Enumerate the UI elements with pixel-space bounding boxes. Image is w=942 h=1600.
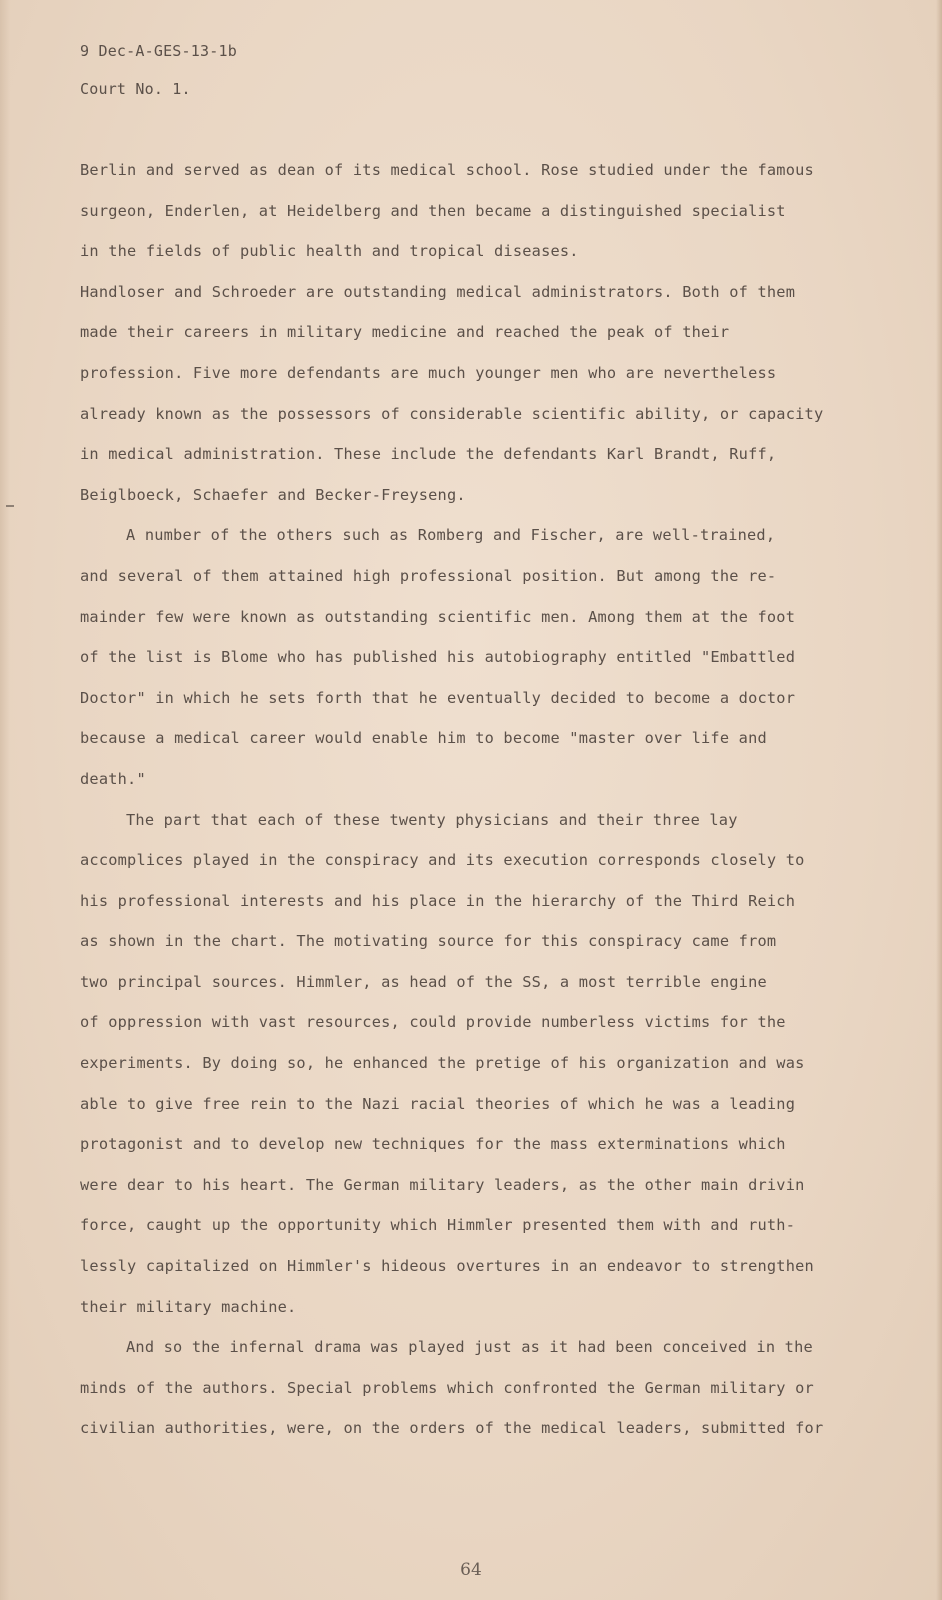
text-line: minds of the authors. Special problems which confronted the German military or — [80, 1378, 814, 1397]
text-line: Handloser and Schroeder are outstanding medical administrators. Both of them — [80, 282, 796, 301]
text-line: accomplices played in the conspiracy and its execution corresponds closely to — [80, 851, 805, 870]
text-line: experiments. By doing so, he enhanced the pretige of his organization and was — [80, 1054, 805, 1073]
text-line: A number of the others such as Romberg and Fischer, are well-trained, — [126, 526, 776, 545]
text-line: lessly capitalized on Himmler's hideous overtures in an endeavor to strengthen — [80, 1257, 814, 1276]
margin-tick-mark — [6, 505, 14, 507]
court-label: Court No. 1. — [80, 80, 191, 98]
text-line: already known as the possessors of considerable scientific ability, or capacity — [80, 404, 824, 423]
text-line: Doctor" in which he sets forth that he eventually decided to become a doctor — [80, 688, 796, 707]
body-text — [80, 150, 880, 1449]
text-line: The part that each of these twenty physicians and their three lay — [126, 810, 738, 829]
text-line: civilian authorities, were, on the orders of the medical leaders, submitted for — [80, 1419, 824, 1438]
text-line: Berlin and served as dean of its medical school. Rose studied under the famous — [80, 161, 814, 179]
text-line: his professional interests and his place in the hierarchy of the Third Reich — [80, 891, 796, 910]
text-line: of the list is Blome who has published his autobiography entitled "Embattled — [80, 648, 796, 667]
text-line: Beiglboeck, Schaefer and Becker-Freyseng. — [80, 485, 466, 504]
text-line: death." — [80, 769, 146, 788]
text-line: able to give free rein to the Nazi racial theories of which he was a leading — [80, 1094, 796, 1113]
text-line: profession. Five more defendants are much younger men who are nevertheless — [80, 363, 777, 382]
text-line: in medical administration. These include the defendants Karl Brandt, Ruff, — [80, 445, 777, 464]
page-number: 64 — [460, 1560, 482, 1580]
text-line: force, caught up the opportunity which Himmler presented them with and ruth- — [80, 1216, 796, 1235]
text-line: because a medical career would enable him to become "master over life and — [80, 729, 767, 748]
text-line: were dear to his heart. The German military leaders, as the other main drivin — [80, 1175, 805, 1194]
text-line: protagonist and to develop new techniques for the mass exterminations which — [80, 1135, 786, 1154]
text-line: in the fields of public health and tropical diseases. — [80, 242, 579, 261]
text-line: mainder few were known as outstanding scientific men. Among them at the foot — [80, 607, 796, 626]
document-header — [80, 32, 237, 108]
document-id: 9 Dec-A-GES-13-1b — [80, 42, 237, 60]
text-line: as shown in the chart. The motivating source for this conspiracy came from — [80, 932, 777, 951]
text-line: surgeon, Enderlen, at Heidelberg and then became a distinguished specialist — [80, 201, 786, 220]
text-line: And so the infernal drama was played just as it had been conceived in the — [126, 1338, 813, 1357]
text-line: and several of them attained high professional position. But among the re- — [80, 566, 777, 585]
text-line: their military machine. — [80, 1297, 297, 1316]
text-line: of oppression with vast resources, could provide numberless victims for the — [80, 1013, 786, 1032]
text-line: two principal sources. Himmler, as head of the SS, a most terrible engine — [80, 972, 767, 991]
text-line: made their careers in military medicine and reached the peak of their — [80, 323, 730, 342]
